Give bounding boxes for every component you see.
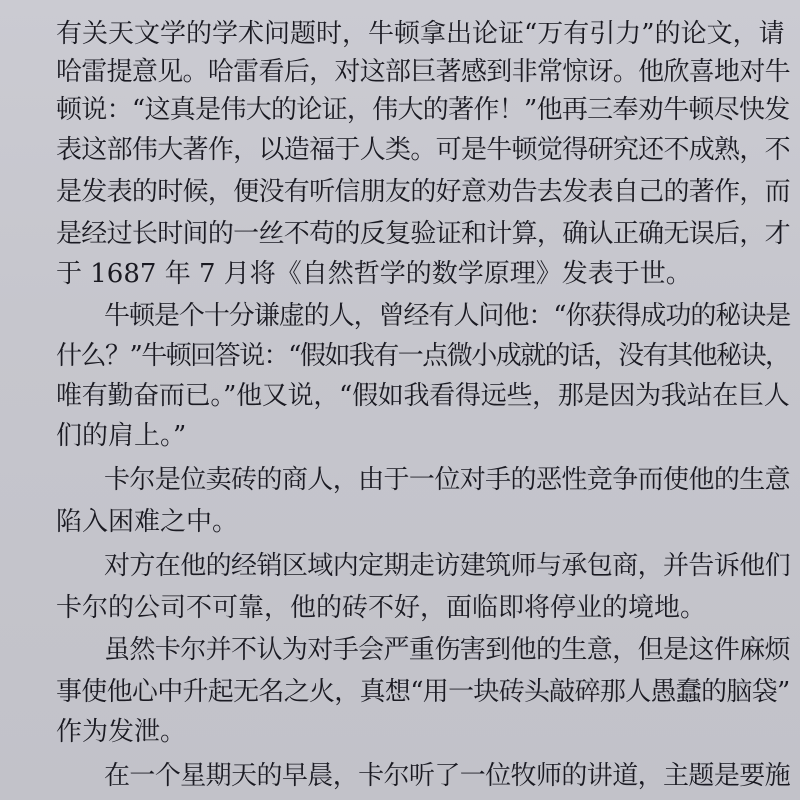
text-line: 于 1687 年 7 月将《自然哲学的数学原理》发表于世。 — [56, 259, 692, 289]
paragraph-first-line: 在一个星期天的早晨，卡尔听了一位牧师的讲道，主题是要施 — [104, 761, 791, 791]
paragraph-first-line: 牛顿是个十分谦虚的人，曾经有人问他：“你获得成功的秘诀是 — [104, 301, 791, 331]
text-line: 什么？”牛顿回答说：“假如我有一点微小成就的话，没有其他秘诀， — [56, 341, 790, 371]
text-line: 表这部伟大著作，以造福于人类。可是牛顿觉得研究还不成熟，不 — [56, 135, 790, 165]
text-line: 是发表的时候，便没有听信朋友的好意劝告去发表自己的著作，而 — [56, 177, 790, 207]
text-line: 陷入困难之中。 — [56, 507, 239, 537]
text-line: 卡尔的公司不可靠，他的砖不好，面临即将停业的境地。 — [56, 593, 707, 623]
text-line: 作为发泄。 — [56, 717, 187, 747]
text-line: 哈雷提意见。哈雷看后，对这部巨著感到非常惊讶。他欣喜地对牛 — [56, 57, 790, 87]
text-line: 事使他心中升起无名之火，真想“用一块砖头敲碎那人愚蠢的脑袋” — [56, 677, 790, 707]
text-line: 们的肩上。” — [56, 421, 187, 451]
paragraph-first-line: 虽然卡尔并不认为对手会严重伤害到他的生意，但是这件麻烦 — [104, 635, 791, 665]
text-line: 是经过长时间的一丝不苟的反复验证和计算，确认正确无误后，才 — [56, 219, 790, 249]
paragraph-first-line: 卡尔是位卖砖的商人，由于一位对手的恶性竞争而使他的生意 — [104, 465, 791, 495]
paragraph-first-line: 对方在他的经销区域内定期走访建筑师与承包商，并告诉他们 — [104, 551, 791, 581]
text-line: 有关天文学的学术问题时，牛顿拿出论证“万有引力”的论文，请 — [56, 19, 785, 49]
text-line: 唯有勤奋而已。”他又说，“假如我看得远些，那是因为我站在巨人 — [56, 381, 790, 411]
text-line: 顿说：“这真是伟大的论证，伟大的著作！”他再三奉劝牛顿尽快发 — [56, 95, 790, 125]
